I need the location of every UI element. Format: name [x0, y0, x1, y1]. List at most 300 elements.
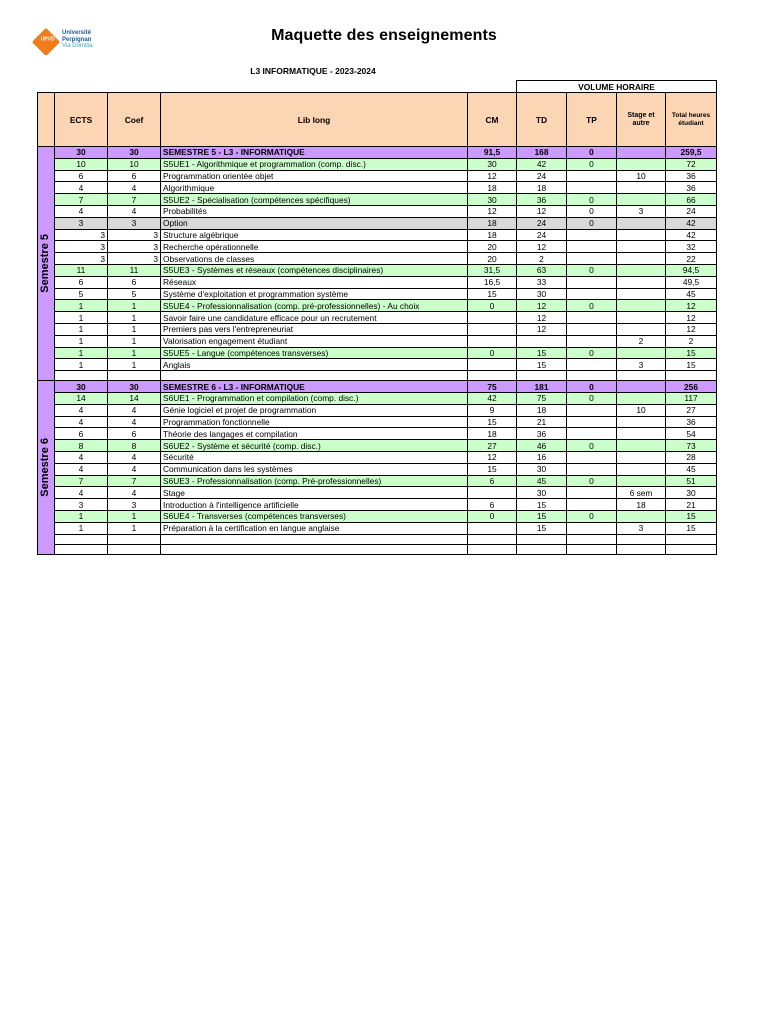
ue-row — [38, 440, 717, 452]
ects-cell: 4 — [55, 404, 108, 416]
cm-cell: 31,5 — [468, 264, 517, 276]
ects-cell: 1 — [55, 359, 108, 371]
stage-cell — [617, 158, 666, 170]
coef-cell: 1 — [108, 300, 161, 312]
td-cell — [517, 371, 567, 381]
cm-cell — [468, 323, 517, 335]
total-cell: 73 — [666, 440, 717, 452]
td-cell: 30 — [517, 463, 567, 475]
tp-cell — [567, 451, 617, 463]
cm-cell: 0 — [468, 510, 517, 522]
tp-cell: 0 — [567, 475, 617, 487]
col-header-coef: Coef — [108, 93, 161, 147]
cm-cell — [468, 522, 517, 534]
td-cell: 12 — [517, 241, 567, 253]
course-row — [38, 335, 717, 347]
lib-cell: Algorithmique — [161, 182, 468, 194]
lib-cell — [161, 544, 468, 554]
stage-cell — [617, 416, 666, 428]
stage-cell — [617, 253, 666, 265]
lib-cell: S6UE2 - Système et sécurité (comp. disc.) — [161, 440, 468, 452]
total-cell: 24 — [666, 205, 717, 217]
ects-cell: 1 — [55, 335, 108, 347]
coef-cell: 3 — [108, 217, 161, 229]
cm-cell: 27 — [468, 440, 517, 452]
tp-cell — [567, 428, 617, 440]
lib-cell: Système d'exploitation et programmation système — [161, 288, 468, 300]
ects-cell: 3 — [55, 229, 108, 241]
tp-cell — [567, 359, 617, 371]
total-cell: 36 — [666, 416, 717, 428]
coef-cell: 30 — [108, 147, 161, 159]
ue-row — [38, 392, 717, 404]
ects-cell: 30 — [55, 381, 108, 393]
total-cell: 54 — [666, 428, 717, 440]
ects-cell: 1 — [55, 522, 108, 534]
stage-cell — [617, 217, 666, 229]
lib-cell: Théorie des langages et compilation — [161, 428, 468, 440]
td-cell: 30 — [517, 288, 567, 300]
td-cell: 16 — [517, 451, 567, 463]
course-row — [38, 451, 717, 463]
ue-row — [38, 347, 717, 359]
cm-cell: 12 — [468, 451, 517, 463]
td-cell: 12 — [517, 323, 567, 335]
total-cell: 32 — [666, 241, 717, 253]
total-cell: 15 — [666, 510, 717, 522]
coef-cell: 4 — [108, 416, 161, 428]
total-cell: 12 — [666, 323, 717, 335]
course-row — [38, 170, 717, 182]
coef-cell: 6 — [108, 170, 161, 182]
tp-cell: 0 — [567, 217, 617, 229]
ects-cell: 8 — [55, 440, 108, 452]
ue-row — [38, 158, 717, 170]
semester-label: Semestre 5 — [39, 234, 51, 293]
coef-cell: 4 — [108, 463, 161, 475]
semester-total-row — [38, 147, 717, 159]
stage-cell — [617, 300, 666, 312]
ue-row — [38, 300, 717, 312]
tp-cell — [567, 371, 617, 381]
ects-cell: 4 — [55, 487, 108, 499]
page-title: Maquette des enseignements — [271, 27, 497, 44]
td-cell: 15 — [517, 522, 567, 534]
cm-cell: 6 — [468, 475, 517, 487]
ects-cell: 3 — [55, 253, 108, 265]
total-cell: 22 — [666, 253, 717, 265]
tp-cell: 0 — [567, 147, 617, 159]
stage-cell: 2 — [617, 335, 666, 347]
lib-cell: SEMESTRE 5 - L3 - INFORMATIQUE — [161, 147, 468, 159]
td-cell: 24 — [517, 229, 567, 241]
ects-cell: 1 — [55, 347, 108, 359]
cm-cell — [468, 371, 517, 381]
ects-cell: 1 — [55, 323, 108, 335]
td-cell: 24 — [517, 217, 567, 229]
ects-cell: 5 — [55, 288, 108, 300]
total-cell: 45 — [666, 463, 717, 475]
lib-cell: SEMESTRE 6 - L3 - INFORMATIQUE — [161, 381, 468, 393]
stage-cell — [617, 463, 666, 475]
coef-cell: 8 — [108, 440, 161, 452]
cm-cell — [468, 534, 517, 544]
td-cell: 181 — [517, 381, 567, 393]
curriculum-table — [37, 80, 717, 555]
lib-cell — [161, 371, 468, 381]
td-cell: 36 — [517, 194, 567, 206]
coef-cell: 1 — [108, 359, 161, 371]
coef-cell: 30 — [108, 381, 161, 393]
td-cell — [517, 544, 567, 554]
ects-cell: 11 — [55, 264, 108, 276]
lib-cell: S6UE1 - Programmation et compilation (comp. disc.) — [161, 392, 468, 404]
total-cell: 36 — [666, 170, 717, 182]
tp-cell: 0 — [567, 264, 617, 276]
col-header-tp: TP — [567, 93, 617, 147]
stage-cell: 3 — [617, 522, 666, 534]
lib-cell — [161, 534, 468, 544]
ects-cell — [55, 371, 108, 381]
cm-cell: 16,5 — [468, 276, 517, 288]
course-row — [38, 463, 717, 475]
cm-cell — [468, 544, 517, 554]
stage-cell — [617, 510, 666, 522]
logo-line-3: Via Domitia — [62, 43, 93, 49]
td-cell: 33 — [517, 276, 567, 288]
coef-cell: 5 — [108, 288, 161, 300]
cm-cell: 42 — [468, 392, 517, 404]
total-cell: 42 — [666, 217, 717, 229]
coef-cell: 7 — [108, 194, 161, 206]
upvd-badge-icon: UPVD — [32, 28, 60, 56]
total-cell: 42 — [666, 229, 717, 241]
cm-cell: 30 — [468, 194, 517, 206]
total-cell: 30 — [666, 487, 717, 499]
coef-cell: 3 — [108, 229, 161, 241]
ue-row — [38, 475, 717, 487]
tp-cell — [567, 335, 617, 347]
stage-cell: 6 sem — [617, 487, 666, 499]
coef-cell: 4 — [108, 205, 161, 217]
tp-cell — [567, 522, 617, 534]
cm-cell: 75 — [468, 381, 517, 393]
cm-cell — [468, 335, 517, 347]
coef-cell: 10 — [108, 158, 161, 170]
tp-cell — [567, 544, 617, 554]
lib-cell: S6UE3 - Professionnalisation (comp. Pré-professionnelles) — [161, 475, 468, 487]
lib-cell: Stage — [161, 487, 468, 499]
stage-cell — [617, 264, 666, 276]
cm-cell: 0 — [468, 300, 517, 312]
course-row — [38, 487, 717, 499]
tp-cell: 0 — [567, 510, 617, 522]
course-row — [38, 416, 717, 428]
tp-cell: 0 — [567, 440, 617, 452]
total-cell — [666, 371, 717, 381]
stage-cell — [617, 534, 666, 544]
cm-cell — [468, 487, 517, 499]
lib-cell: S5UE4 - Professionnalisation (comp. pré-professionnelles) - Au choix — [161, 300, 468, 312]
ue-row — [38, 194, 717, 206]
cm-cell: 12 — [468, 205, 517, 217]
col-header-td: TD — [517, 93, 567, 147]
lib-cell: Anglais — [161, 359, 468, 371]
tp-cell — [567, 499, 617, 511]
tp-cell: 0 — [567, 392, 617, 404]
course-row — [38, 241, 717, 253]
total-cell: 12 — [666, 312, 717, 324]
coef-cell — [108, 534, 161, 544]
lib-cell: Programmation fonctionnelle — [161, 416, 468, 428]
total-cell: 66 — [666, 194, 717, 206]
lib-cell: Introduction à l'intelligence artificielle — [161, 499, 468, 511]
coef-cell: 3 — [108, 499, 161, 511]
stage-cell — [617, 182, 666, 194]
coef-cell: 1 — [108, 312, 161, 324]
total-cell: 28 — [666, 451, 717, 463]
ects-cell: 7 — [55, 475, 108, 487]
course-row — [38, 217, 717, 229]
semester-label: Semestre 6 — [39, 437, 51, 497]
cm-cell: 91,5 — [468, 147, 517, 159]
ects-cell — [55, 534, 108, 544]
stage-cell — [617, 241, 666, 253]
cm-cell: 18 — [468, 217, 517, 229]
total-cell: 49,5 — [666, 276, 717, 288]
total-cell: 45 — [666, 288, 717, 300]
semester-side-label — [38, 381, 55, 554]
tp-cell — [567, 229, 617, 241]
tp-cell — [567, 241, 617, 253]
stage-cell — [617, 371, 666, 381]
td-cell: 15 — [517, 510, 567, 522]
course-row — [38, 522, 717, 534]
stage-cell: 3 — [617, 359, 666, 371]
course-row — [38, 428, 717, 440]
col-header-ects: ECTS — [55, 93, 108, 147]
tp-cell — [567, 312, 617, 324]
col-header-cm: CM — [468, 93, 517, 147]
ects-cell: 6 — [55, 428, 108, 440]
coef-cell: 6 — [108, 428, 161, 440]
tp-cell: 0 — [567, 194, 617, 206]
lib-cell: Génie logiciel et projet de programmation — [161, 404, 468, 416]
td-cell: 46 — [517, 440, 567, 452]
td-cell: 18 — [517, 182, 567, 194]
total-cell: 72 — [666, 158, 717, 170]
semester-side-label — [38, 147, 55, 381]
ects-cell: 4 — [55, 182, 108, 194]
lib-cell: Sécurité — [161, 451, 468, 463]
coef-cell: 4 — [108, 487, 161, 499]
tp-cell — [567, 323, 617, 335]
ects-cell: 1 — [55, 300, 108, 312]
stage-cell — [617, 451, 666, 463]
total-cell: 94,5 — [666, 264, 717, 276]
td-cell: 21 — [517, 416, 567, 428]
coef-cell: 11 — [108, 264, 161, 276]
course-row — [38, 229, 717, 241]
td-cell: 2 — [517, 253, 567, 265]
cm-cell: 18 — [468, 229, 517, 241]
cm-cell: 20 — [468, 253, 517, 265]
ects-cell: 4 — [55, 416, 108, 428]
lib-cell: Probabilités — [161, 205, 468, 217]
td-cell — [517, 335, 567, 347]
ects-cell: 14 — [55, 392, 108, 404]
blank-row — [38, 371, 717, 381]
td-cell: 30 — [517, 487, 567, 499]
total-cell: 117 — [666, 392, 717, 404]
stage-cell — [617, 323, 666, 335]
coef-cell: 7 — [108, 475, 161, 487]
coef-cell: 1 — [108, 323, 161, 335]
course-row — [38, 288, 717, 300]
course-row — [38, 312, 717, 324]
cm-cell: 0 — [468, 347, 517, 359]
cm-cell: 20 — [468, 241, 517, 253]
stage-cell: 3 — [617, 205, 666, 217]
col-header-total: Total heures étudiant — [666, 93, 717, 147]
ects-cell: 6 — [55, 170, 108, 182]
ects-cell: 4 — [55, 205, 108, 217]
cm-cell: 6 — [468, 499, 517, 511]
stage-cell: 10 — [617, 404, 666, 416]
ects-cell: 3 — [55, 499, 108, 511]
blank-row — [38, 534, 717, 544]
total-cell: 256 — [666, 381, 717, 393]
lib-cell: Préparation à la certification en langue anglaise — [161, 522, 468, 534]
ects-cell: 30 — [55, 147, 108, 159]
lib-cell: Valorisation engagement étudiant — [161, 335, 468, 347]
cm-cell: 15 — [468, 416, 517, 428]
total-cell: 27 — [666, 404, 717, 416]
ue-row — [38, 264, 717, 276]
tp-cell: 0 — [567, 300, 617, 312]
total-cell: 12 — [666, 300, 717, 312]
td-cell: 18 — [517, 404, 567, 416]
coef-cell: 1 — [108, 347, 161, 359]
td-cell: 12 — [517, 205, 567, 217]
cm-cell: 18 — [468, 182, 517, 194]
lib-cell: Premiers pas vers l'entrepreneuriat — [161, 323, 468, 335]
lib-cell: S5UE2 - Spécialisation (compétences spécifiques) — [161, 194, 468, 206]
coef-cell — [108, 371, 161, 381]
td-cell — [517, 534, 567, 544]
ects-cell: 1 — [55, 510, 108, 522]
stage-cell — [617, 381, 666, 393]
total-cell: 51 — [666, 475, 717, 487]
stage-cell — [617, 312, 666, 324]
stage-cell — [617, 229, 666, 241]
td-cell: 168 — [517, 147, 567, 159]
volume-horaire-header: VOLUME HORAIRE — [517, 81, 717, 93]
lib-cell: S5UE5 - Langue (compétences transverses) — [161, 347, 468, 359]
stage-cell: 18 — [617, 499, 666, 511]
stage-cell — [617, 288, 666, 300]
cm-cell — [468, 359, 517, 371]
coef-cell: 4 — [108, 451, 161, 463]
ects-cell: 3 — [55, 241, 108, 253]
ects-cell: 1 — [55, 312, 108, 324]
stage-cell — [617, 347, 666, 359]
ue-row — [38, 510, 717, 522]
ects-cell: 7 — [55, 194, 108, 206]
course-row — [38, 323, 717, 335]
coef-cell: 1 — [108, 510, 161, 522]
stage-cell — [617, 194, 666, 206]
tp-cell — [567, 534, 617, 544]
td-cell: 12 — [517, 312, 567, 324]
course-row — [38, 205, 717, 217]
lib-cell: S6UE4 - Transverses (compétences transverses) — [161, 510, 468, 522]
ects-cell: 4 — [55, 463, 108, 475]
course-row — [38, 404, 717, 416]
stage-cell — [617, 544, 666, 554]
tp-cell: 0 — [567, 347, 617, 359]
logo-line-1: Université — [62, 30, 92, 36]
cm-cell: 9 — [468, 404, 517, 416]
total-cell: 15 — [666, 359, 717, 371]
lib-cell: Communication dans les systèmes — [161, 463, 468, 475]
tp-cell: 0 — [567, 158, 617, 170]
lib-cell: S5UE3 - Systèmes et réseaux (compétences disciplinaires) — [161, 264, 468, 276]
td-cell: 36 — [517, 428, 567, 440]
td-cell: 45 — [517, 475, 567, 487]
tp-cell — [567, 288, 617, 300]
total-cell — [666, 534, 717, 544]
course-row — [38, 253, 717, 265]
stage-cell — [617, 392, 666, 404]
cm-cell: 15 — [468, 288, 517, 300]
semester-total-row — [38, 381, 717, 393]
lib-cell: Option — [161, 217, 468, 229]
td-cell: 63 — [517, 264, 567, 276]
course-row — [38, 359, 717, 371]
cm-cell: 18 — [468, 428, 517, 440]
total-cell — [666, 544, 717, 554]
cm-cell: 30 — [468, 158, 517, 170]
td-cell: 42 — [517, 158, 567, 170]
stage-cell: 10 — [617, 170, 666, 182]
ects-cell — [55, 544, 108, 554]
lib-cell: S5UE1 - Algorithmique et programmation (comp. disc.) — [161, 158, 468, 170]
ects-cell: 6 — [55, 276, 108, 288]
tp-cell — [567, 170, 617, 182]
td-cell: 15 — [517, 359, 567, 371]
ects-cell: 10 — [55, 158, 108, 170]
stage-cell — [617, 428, 666, 440]
coef-cell: 1 — [108, 522, 161, 534]
td-cell: 75 — [517, 392, 567, 404]
total-cell: 15 — [666, 522, 717, 534]
tp-cell: 0 — [567, 205, 617, 217]
lib-cell: Structure algébrique — [161, 229, 468, 241]
tp-cell — [567, 404, 617, 416]
lib-cell: Recherche opérationnelle — [161, 241, 468, 253]
coef-cell: 3 — [108, 253, 161, 265]
tp-cell: 0 — [567, 381, 617, 393]
cm-cell: 12 — [468, 170, 517, 182]
td-cell: 24 — [517, 170, 567, 182]
course-row — [38, 182, 717, 194]
cm-cell: 15 — [468, 463, 517, 475]
header-side-cell — [38, 93, 55, 147]
total-cell: 2 — [666, 335, 717, 347]
tp-cell — [567, 182, 617, 194]
coef-cell: 6 — [108, 276, 161, 288]
